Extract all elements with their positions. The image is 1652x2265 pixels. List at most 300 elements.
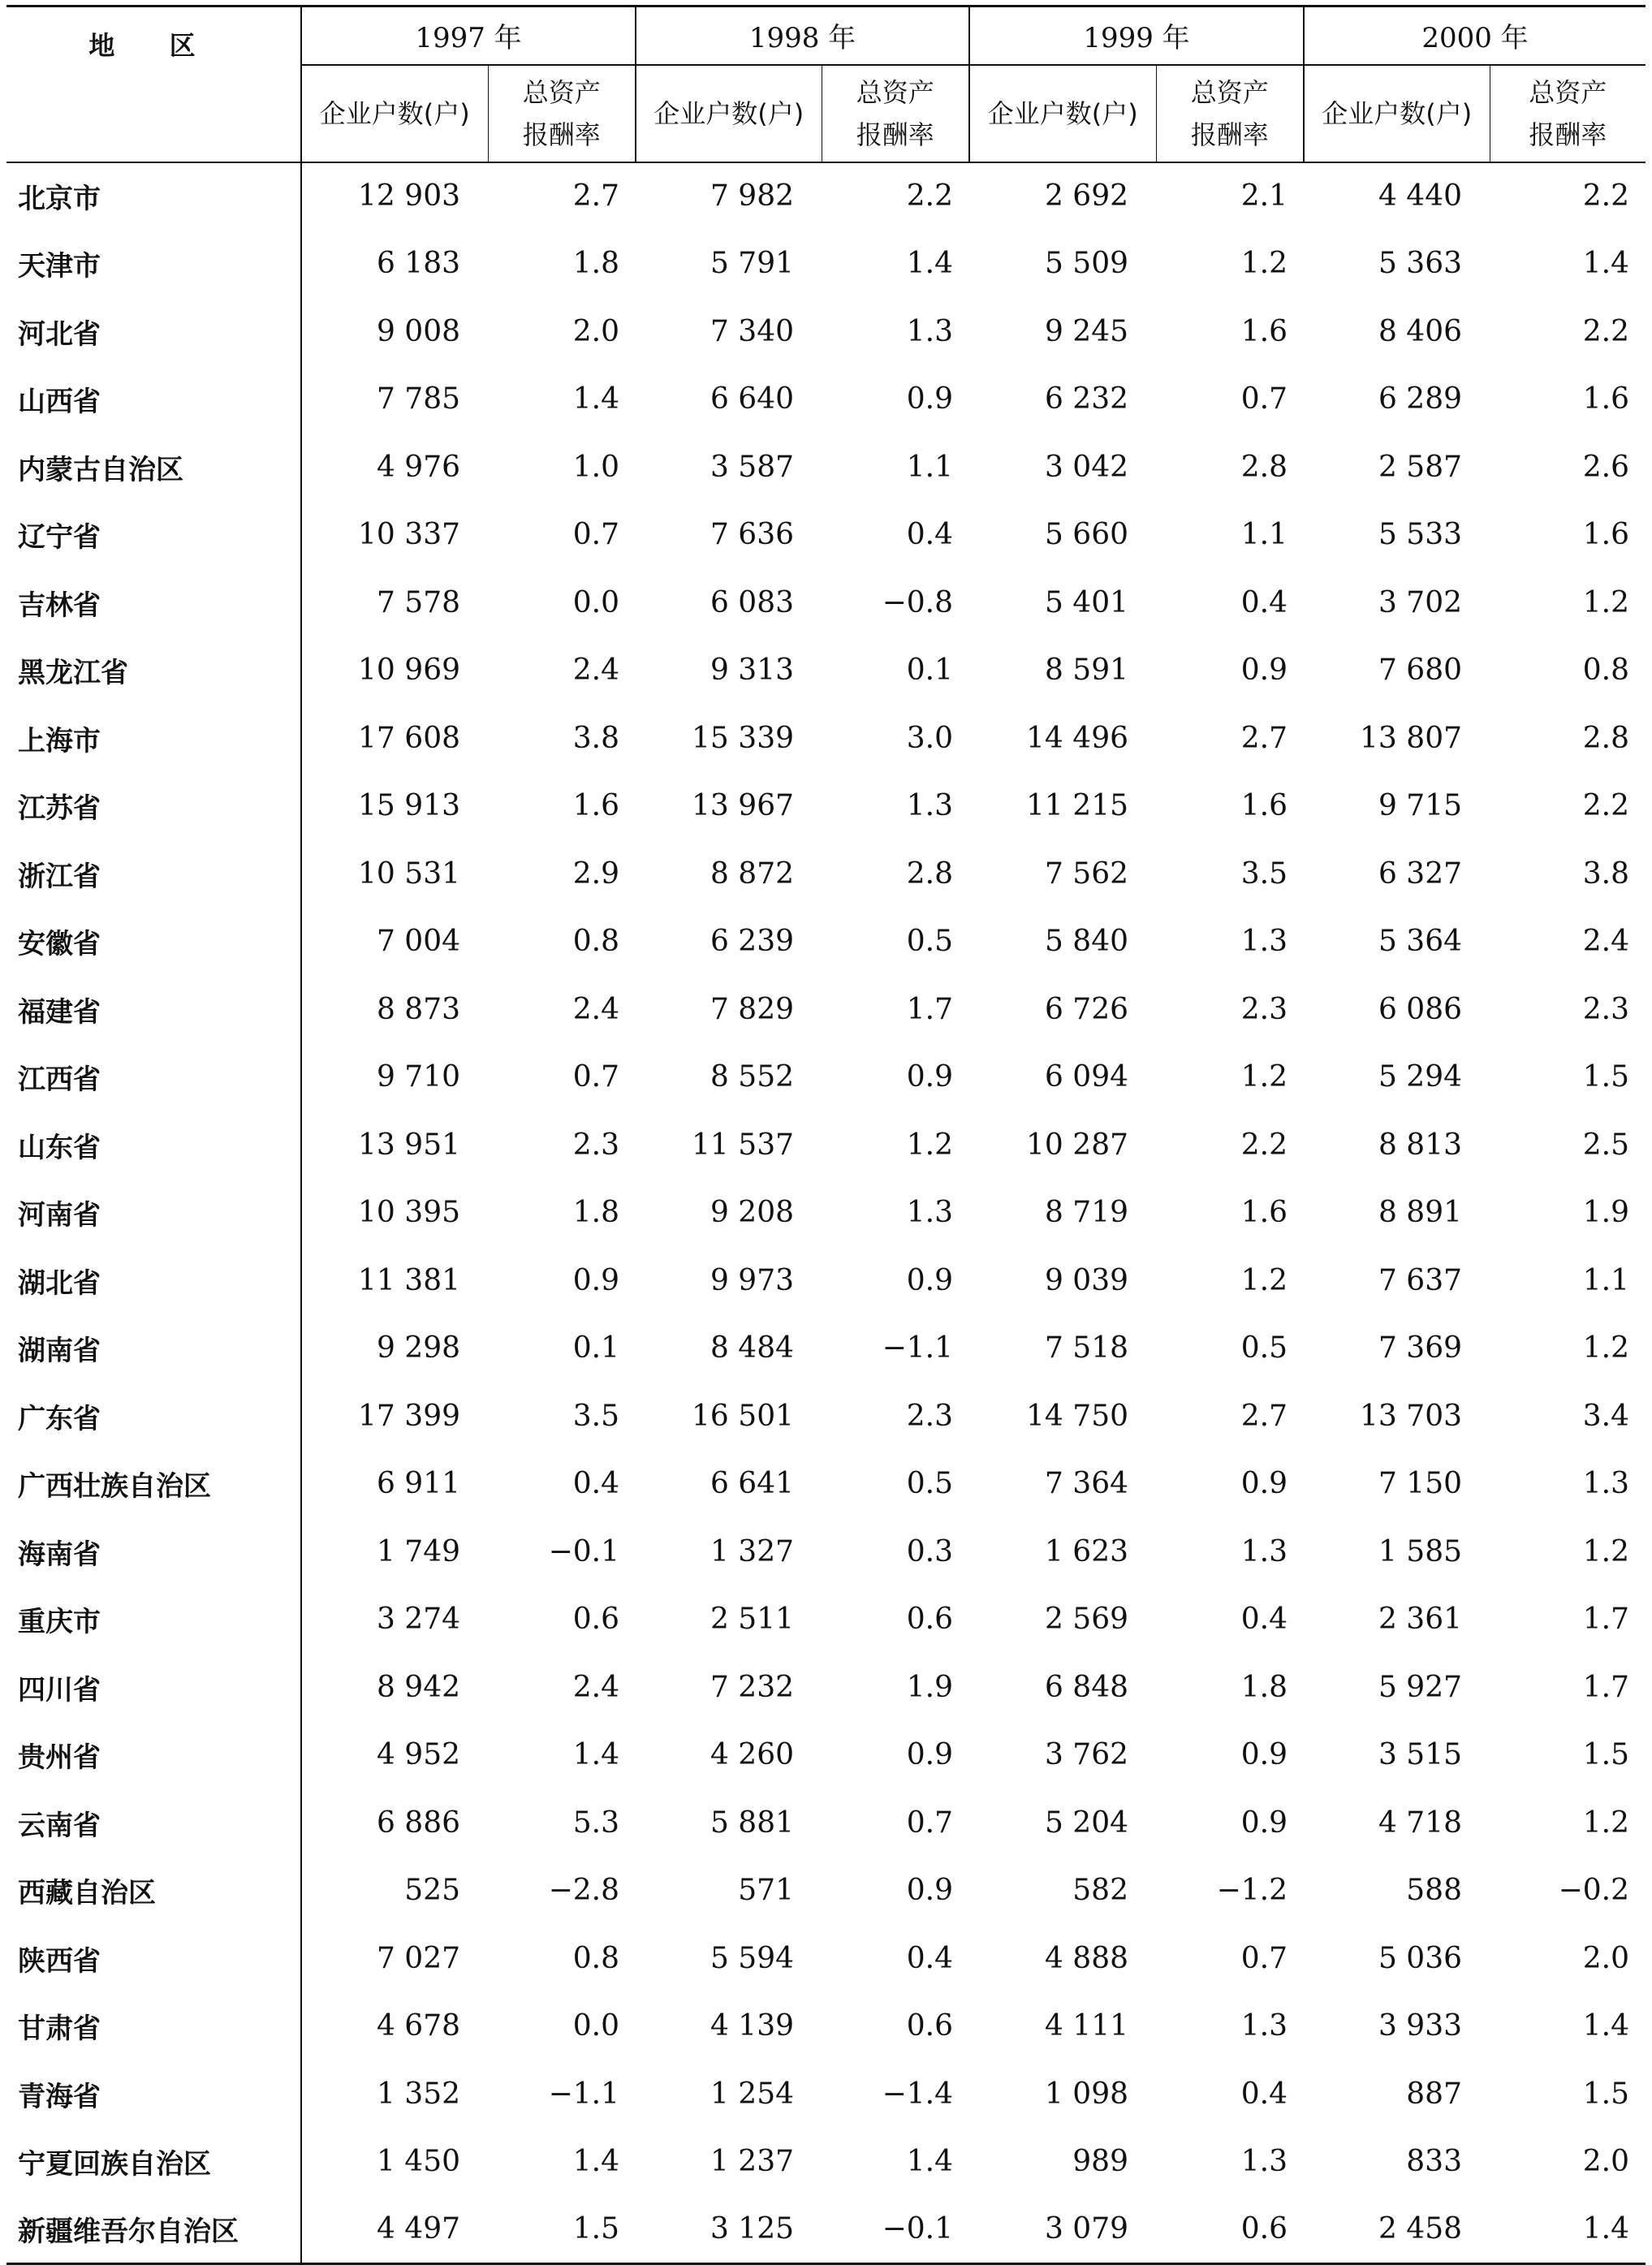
enterprise-count-cell: 6 289 [1378,382,1462,416]
enterprise-count-cell: 8 872 [710,856,794,891]
enterprise-count-cell: 5 791 [710,247,794,281]
asset-return-rate-cell: 1.3 [1582,1467,1629,1501]
table-row [6,162,1646,231]
asset-return-rate-cell: 1.6 [1240,314,1288,348]
asset-return-rate-cell: 5.3 [572,1806,619,1840]
asset-return-rate-cell: 1.2 [1582,585,1629,619]
table-row [6,1314,1646,1383]
enterprise-count-cell: 7 027 [376,1941,460,1975]
asset-return-rate-cell: 2.0 [1582,2145,1629,2179]
asset-return-rate-cell: 2.3 [906,1399,953,1433]
enterprise-count-cell: 5 927 [1378,1670,1462,1704]
rate-header-line2: 报酬率 [1190,119,1269,150]
rate-header-line2: 报酬率 [522,119,601,150]
enterprise-count-cell: 9 039 [1044,1263,1128,1297]
asset-return-rate-cell: 2.2 [906,179,953,214]
asset-return-rate-cell: 1.3 [1240,925,1288,959]
table-row [6,840,1646,908]
asset-return-rate-cell: 0.8 [1582,654,1629,688]
enterprise-count-cell: 6 848 [1044,1670,1128,1704]
asset-return-rate-cell: 1.3 [1240,1534,1288,1568]
asset-return-rate-cell: 1.4 [1582,2009,1629,2043]
asset-return-rate-cell: 1.5 [1582,1738,1629,1772]
enterprise-count-header: 企业户数(户) [1304,65,1490,162]
enterprise-count-cell: 17 399 [358,1399,460,1433]
region-name-cell: 天津市 [6,230,301,298]
enterprise-count-cell: 1 237 [710,2145,794,2179]
enterprise-count-cell: 11 381 [358,1263,460,1297]
enterprise-count-cell: 5 401 [1044,585,1128,619]
region-name-cell: 安徽省 [6,908,301,976]
asset-return-rate-cell: 1.7 [906,992,953,1026]
enterprise-count-cell: 13 967 [692,789,794,823]
enterprise-count-cell: 15 913 [358,789,460,823]
asset-return-rate-cell: −1.1 [548,2077,619,2111]
asset-return-rate-cell: 2.8 [1240,450,1288,484]
asset-return-rate-cell: 1.1 [1582,1263,1629,1297]
table-row [6,1043,1646,1111]
asset-return-rate-cell: 0.9 [1240,654,1288,688]
table-row [6,501,1646,569]
asset-return-rate-cell: 1.3 [1240,2009,1288,2043]
region-name-cell: 贵州省 [6,1721,301,1789]
enterprise-count-cell: 5 533 [1378,518,1462,552]
asset-return-rate-cell: 1.2 [1240,1263,1288,1297]
enterprise-count-cell: 7 982 [710,179,794,214]
enterprise-count-cell: 3 274 [376,1603,460,1637]
enterprise-count-cell: 5 660 [1044,518,1128,552]
enterprise-count-cell: 6 232 [1044,382,1128,416]
enterprise-count-cell: 6 641 [710,1467,794,1501]
enterprise-count-cell: 6 726 [1044,992,1128,1026]
asset-return-rate-cell: 1.4 [1582,247,1629,281]
enterprise-count-cell: 8 813 [1378,1128,1462,1162]
enterprise-count-cell: 16 501 [692,1399,794,1433]
enterprise-count-header: 企业户数(户) [301,65,488,162]
enterprise-count-cell: 12 903 [358,179,460,214]
asset-return-rate-cell: 2.8 [906,856,953,891]
asset-return-rate-cell: 2.3 [1582,992,1629,1026]
enterprise-count-cell: 5 364 [1378,925,1462,959]
enterprise-count-cell: 10 969 [358,654,460,688]
asset-return-rate-cell: 1.4 [572,1738,619,1772]
enterprise-count-cell: 6 183 [376,247,460,281]
table-row [6,1654,1646,1722]
enterprise-count-cell: 1 254 [710,2077,794,2111]
asset-return-rate-cell: 1.4 [1490,2196,1646,2264]
enterprise-count-cell: 6 094 [1044,1060,1128,1094]
asset-return-rate-cell: 2.4 [1582,925,1629,959]
enterprise-count-cell: 1 327 [710,1534,794,1568]
asset-return-rate-cell: 0.9 [1240,1738,1288,1772]
enterprise-count-cell: 10 531 [358,856,460,891]
asset-return-rate-cell: 0.7 [1240,382,1288,416]
asset-return-rate-cell: −2.8 [548,1874,619,1908]
asset-return-rate-cell: 2.0 [1582,1941,1629,1975]
enterprise-count-cell: 13 703 [1360,1399,1462,1433]
enterprise-count-cell: 7 340 [710,314,794,348]
enterprise-count-cell: 8 719 [1044,1196,1128,1230]
asset-return-rate-cell: 1.3 [906,314,953,348]
enterprise-count-cell: 4 111 [1044,2009,1128,2043]
enterprise-count-cell: 13 807 [1360,721,1462,755]
asset-return-rate-cell: 1.8 [572,247,619,281]
table-row [6,772,1646,840]
enterprise-count-cell: 2 587 [1378,450,1462,484]
asset-return-rate-cell: −0.1 [548,1534,619,1568]
asset-return-rate-cell: 0.9 [906,1060,953,1094]
region-name-cell: 陕西省 [6,1925,301,1993]
region-name-cell: 江苏省 [6,772,301,840]
asset-return-rate-cell: 0.6 [906,1603,953,1637]
region-name-cell: 吉林省 [6,569,301,637]
asset-return-rate-cell: 3.5 [1240,856,1288,891]
table-row [6,569,1646,637]
asset-return-rate-cell: 1.4 [906,247,953,281]
asset-return-rate-cell: 0.4 [906,1941,953,1975]
rate-header-line2: 报酬率 [856,119,934,150]
region-name-cell: 四川省 [6,1654,301,1722]
enterprise-count-cell: 7 637 [1378,1263,1462,1297]
enterprise-count-cell: 5 294 [1378,1060,1462,1094]
asset-return-rate-cell: 1.2 [1240,1060,1288,1094]
enterprise-count-cell: 6 640 [710,382,794,416]
table-row [6,1789,1646,1857]
table-row [6,1857,1646,1925]
rate-header-line1: 总资产 [522,76,601,108]
enterprise-count-cell: 11 537 [692,1128,794,1162]
enterprise-count-cell: 1 749 [376,1534,460,1568]
asset-return-rate-cell: 2.0 [572,314,619,348]
asset-return-rate-cell: 0.1 [906,654,953,688]
asset-return-rate-cell: 2.5 [1582,1128,1629,1162]
enterprise-count-cell: 17 608 [358,721,460,755]
region-name-cell: 宁夏回族自治区 [6,2128,301,2196]
enterprise-count-cell: 9 313 [710,654,794,688]
asset-return-rate-cell: 0.8 [572,925,619,959]
asset-return-rate-cell: 1.8 [1240,1670,1288,1704]
asset-return-rate-cell: 2.8 [1582,721,1629,755]
asset-return-rate-cell: 1.7 [1582,1603,1629,1637]
asset-return-rate-cell: −0.8 [882,585,953,619]
enterprise-count-cell: 4 678 [376,2009,460,2043]
region-name-cell: 广东省 [6,1383,301,1451]
asset-return-rate-cell: 1.3 [906,1196,953,1230]
year-header-1998: 1998 年 [636,6,969,65]
table-row [6,908,1646,976]
enterprise-count-cell: 7 636 [710,518,794,552]
asset-return-rate-cell: 3.5 [572,1399,619,1433]
asset-return-rate-cell: 0.5 [1240,1331,1288,1365]
asset-return-rate-cell: 0.8 [572,1941,619,1975]
table-row [6,1586,1646,1654]
asset-return-rate-cell: −1.2 [1216,1874,1288,1908]
enterprise-count-cell: 4 260 [710,1738,794,1772]
enterprise-count-cell: 3 933 [1378,2009,1462,2043]
rate-header-line1: 总资产 [856,76,934,108]
year-header-1999: 1999 年 [969,6,1304,65]
enterprise-count-cell: 4 952 [376,1738,460,1772]
enterprise-count-cell: 4 139 [710,2009,794,2043]
asset-return-rate-cell: 1.0 [572,450,619,484]
region-name-cell: 青海省 [6,2060,301,2129]
asset-return-rate-cell: 1.1 [1240,518,1288,552]
asset-return-rate-cell: 0.6 [572,1603,619,1637]
statistics-table [6,5,1646,2265]
enterprise-count-cell: 14 496 [1026,721,1128,755]
enterprise-count-cell: 2 511 [710,1603,794,1637]
enterprise-count-cell: 5 036 [1378,1941,1462,1975]
asset-return-rate-header [488,65,636,162]
asset-return-rate-cell: 0.9 [906,1263,953,1297]
year-header-2000: 2000 年 [1304,6,1646,65]
enterprise-count-cell: 8 552 [710,1060,794,1094]
enterprise-count-cell: 525 [404,1874,460,1908]
table-row [6,1925,1646,1993]
enterprise-count-cell: 8 873 [376,992,460,1026]
enterprise-count-cell: 989 [1072,2145,1128,2179]
enterprise-count-cell: 8 891 [1378,1196,1462,1230]
asset-return-rate-cell: 0.0 [572,585,619,619]
asset-return-rate-cell: 2.2 [1582,789,1629,823]
enterprise-count-cell: 582 [1072,1874,1128,1908]
table-row [6,1179,1646,1247]
enterprise-count-cell: 6 911 [376,1467,460,1501]
enterprise-count-cell: 9 715 [1378,789,1462,823]
enterprise-count-cell: 5 840 [1044,925,1128,959]
enterprise-count-cell: 5 204 [1044,1806,1128,1840]
asset-return-rate-cell: 1.5 [488,2196,636,2264]
region-name-cell: 黑龙江省 [6,636,301,705]
enterprise-count-cell: 8 591 [1044,654,1128,688]
enterprise-count-cell: 8 942 [376,1670,460,1704]
asset-return-rate-cell: 1.5 [1582,1060,1629,1094]
asset-return-rate-cell: 2.7 [572,179,619,214]
asset-return-rate-cell: 2.2 [1582,314,1629,348]
enterprise-count-header: 企业户数(户) [636,65,822,162]
asset-return-rate-cell: 0.4 [572,1467,619,1501]
enterprise-count-cell: 1 623 [1044,1534,1128,1568]
enterprise-count-cell: 6 886 [376,1806,460,1840]
enterprise-count-cell: 3 702 [1378,585,1462,619]
asset-return-rate-cell: 0.4 [906,518,953,552]
asset-return-rate-cell: 0.9 [906,1874,953,1908]
table-row [6,2128,1646,2196]
asset-return-rate-cell: 0.6 [1156,2196,1304,2264]
enterprise-count-cell: 6 083 [710,585,794,619]
rate-header-line1: 总资产 [1190,76,1269,108]
asset-return-rate-cell: 1.7 [1582,1670,1629,1704]
enterprise-count-cell: 1 352 [376,2077,460,2111]
asset-return-rate-cell: 1.4 [906,2145,953,2179]
asset-return-rate-cell: 1.8 [572,1196,619,1230]
enterprise-count-header: 企业户数(户) [969,65,1156,162]
enterprise-count-cell: 7 578 [376,585,460,619]
asset-return-rate-cell: 2.1 [1240,179,1288,214]
enterprise-count-cell: 11 215 [1026,789,1128,823]
asset-return-rate-cell: 1.2 [1582,1806,1629,1840]
asset-return-rate-cell: 1.9 [1582,1196,1629,1230]
region-name-cell: 西藏自治区 [6,1857,301,1925]
asset-return-rate-cell: 0.5 [906,925,953,959]
enterprise-count-cell: 5 881 [710,1806,794,1840]
asset-return-rate-cell: 0.1 [572,1331,619,1365]
table-row [6,230,1646,298]
enterprise-count-cell: 14 750 [1026,1399,1128,1433]
enterprise-count-cell: 10 395 [358,1196,460,1230]
asset-return-rate-cell: 2.7 [1240,721,1288,755]
enterprise-count-cell: 7 364 [1044,1467,1128,1501]
asset-return-rate-cell: 0.5 [906,1467,953,1501]
enterprise-count-cell: 3 042 [1044,450,1128,484]
enterprise-count-cell: 588 [1406,1874,1462,1908]
enterprise-count-cell: 4 718 [1378,1806,1462,1840]
enterprise-count-cell: 3 515 [1378,1738,1462,1772]
asset-return-rate-cell: 1.2 [906,1128,953,1162]
enterprise-count-cell: 15 339 [692,721,794,755]
enterprise-count-cell: 7 150 [1378,1467,1462,1501]
region-name-cell: 山西省 [6,365,301,434]
region-name-cell: 内蒙古自治区 [6,434,301,502]
enterprise-count-cell: 4 497 [301,2196,488,2264]
asset-return-rate-cell: 0.7 [906,1806,953,1840]
enterprise-count-cell: 7 369 [1378,1331,1462,1365]
asset-return-rate-cell: 1.4 [572,2145,619,2179]
region-name-cell: 海南省 [6,1518,301,1586]
asset-return-rate-cell: 1.1 [906,450,953,484]
asset-return-rate-cell: 2.3 [572,1128,619,1162]
enterprise-count-cell: 1 450 [376,2145,460,2179]
enterprise-count-cell: 5 363 [1378,247,1462,281]
asset-return-rate-cell: 1.6 [1240,789,1288,823]
asset-return-rate-cell: 2.4 [572,1670,619,1704]
table-row [6,434,1646,502]
asset-return-rate-cell: 1.3 [906,789,953,823]
asset-return-rate-cell: 0.7 [572,518,619,552]
asset-return-rate-cell: −1.4 [882,2077,953,2111]
asset-return-rate-cell: 1.2 [1582,1331,1629,1365]
table-row [6,1721,1646,1789]
enterprise-count-cell: 2 569 [1044,1603,1128,1637]
region-name-cell: 上海市 [6,705,301,773]
asset-return-rate-cell: 3.0 [906,721,953,755]
asset-return-rate-cell: 1.6 [572,789,619,823]
asset-return-rate-cell: 3.8 [1582,856,1629,891]
enterprise-count-cell: 7 232 [710,1670,794,1704]
region-name-cell: 甘肃省 [6,1992,301,2060]
asset-return-rate-cell: 3.4 [1582,1399,1629,1433]
asset-return-rate-cell: −0.1 [822,2196,969,2264]
enterprise-count-cell: 4 976 [376,450,460,484]
enterprise-count-cell: 3 125 [636,2196,822,2264]
enterprise-count-cell: 887 [1406,2077,1462,2111]
enterprise-count-cell: 9 298 [376,1331,460,1365]
asset-return-rate-cell: 0.9 [572,1263,619,1297]
enterprise-count-cell: 4 440 [1378,179,1462,214]
region-name-cell: 湖北省 [6,1247,301,1315]
asset-return-rate-cell: −1.1 [882,1331,953,1365]
enterprise-count-cell: 6 086 [1378,992,1462,1026]
enterprise-count-cell: 9 208 [710,1196,794,1230]
asset-return-rate-cell: 0.9 [906,1738,953,1772]
enterprise-count-cell: 7 785 [376,382,460,416]
region-name-cell: 江西省 [6,1043,301,1111]
enterprise-count-cell: 7 004 [376,925,460,959]
enterprise-count-cell: 10 287 [1026,1128,1128,1162]
enterprise-count-cell: 2 458 [1304,2196,1490,2264]
table-row [6,1111,1646,1180]
asset-return-rate-cell: 2.6 [1582,450,1629,484]
asset-return-rate-cell: 0.7 [572,1060,619,1094]
region-column-header: 地 区 [6,6,301,162]
asset-return-rate-cell: 1.2 [1240,247,1288,281]
enterprise-count-cell: 7 518 [1044,1331,1128,1365]
enterprise-count-cell: 9 008 [376,314,460,348]
asset-return-rate-cell: 1.6 [1582,382,1629,416]
enterprise-count-cell: 5 594 [710,1941,794,1975]
asset-return-rate-cell: 1.6 [1582,518,1629,552]
table-row [6,1450,1646,1518]
asset-return-rate-cell: 2.7 [1240,1399,1288,1433]
asset-return-rate-cell: 0.9 [906,382,953,416]
region-name-cell: 河北省 [6,298,301,366]
region-name-cell: 河南省 [6,1179,301,1247]
region-name-cell: 山东省 [6,1111,301,1180]
enterprise-count-cell: 5 509 [1044,247,1128,281]
region-name-cell: 福建省 [6,976,301,1044]
region-name-cell: 重庆市 [6,1586,301,1654]
enterprise-count-cell: 1 098 [1044,2077,1128,2111]
enterprise-count-cell: 7 680 [1378,654,1462,688]
enterprise-count-cell: 8 406 [1378,314,1462,348]
table-row [6,1992,1646,2060]
asset-return-rate-cell: 0.4 [1240,2077,1288,2111]
enterprise-count-cell: 9 710 [376,1060,460,1094]
asset-return-rate-header [1490,65,1646,162]
enterprise-count-cell: 2 361 [1378,1603,1462,1637]
asset-return-rate-cell: 0.9 [1240,1467,1288,1501]
table-row [6,976,1646,1044]
region-name-cell: 云南省 [6,1789,301,1857]
asset-return-rate-cell: 2.4 [572,654,619,688]
region-name-cell: 北京市 [6,162,301,231]
table-body [6,162,1646,2264]
region-name-cell: 辽宁省 [6,501,301,569]
enterprise-count-cell: 4 888 [1044,1941,1128,1975]
rate-header-line1: 总资产 [1529,76,1607,108]
enterprise-count-cell: 571 [738,1874,794,1908]
enterprise-count-cell: 3 587 [710,450,794,484]
enterprise-count-cell: 3 762 [1044,1738,1128,1772]
asset-return-rate-cell: −0.2 [1558,1874,1629,1908]
rate-header-line2: 报酬率 [1529,119,1607,150]
asset-return-rate-cell: 2.4 [572,992,619,1026]
asset-return-rate-cell: 0.7 [1240,1941,1288,1975]
enterprise-count-cell: 833 [1406,2145,1462,2179]
asset-return-rate-cell: 1.3 [1240,2145,1288,2179]
year-header-1997: 1997 年 [301,6,636,65]
asset-return-rate-cell: 2.2 [1240,1128,1288,1162]
asset-return-rate-cell: 2.2 [1582,179,1629,214]
asset-return-rate-cell: 2.9 [572,856,619,891]
year-header-row [6,6,1646,65]
table-row [6,1518,1646,1586]
region-name-cell: 浙江省 [6,840,301,908]
table-row [6,298,1646,366]
table-row [6,1383,1646,1451]
enterprise-count-cell: 3 079 [969,2196,1156,2264]
asset-return-rate-cell: 0.3 [906,1534,953,1568]
